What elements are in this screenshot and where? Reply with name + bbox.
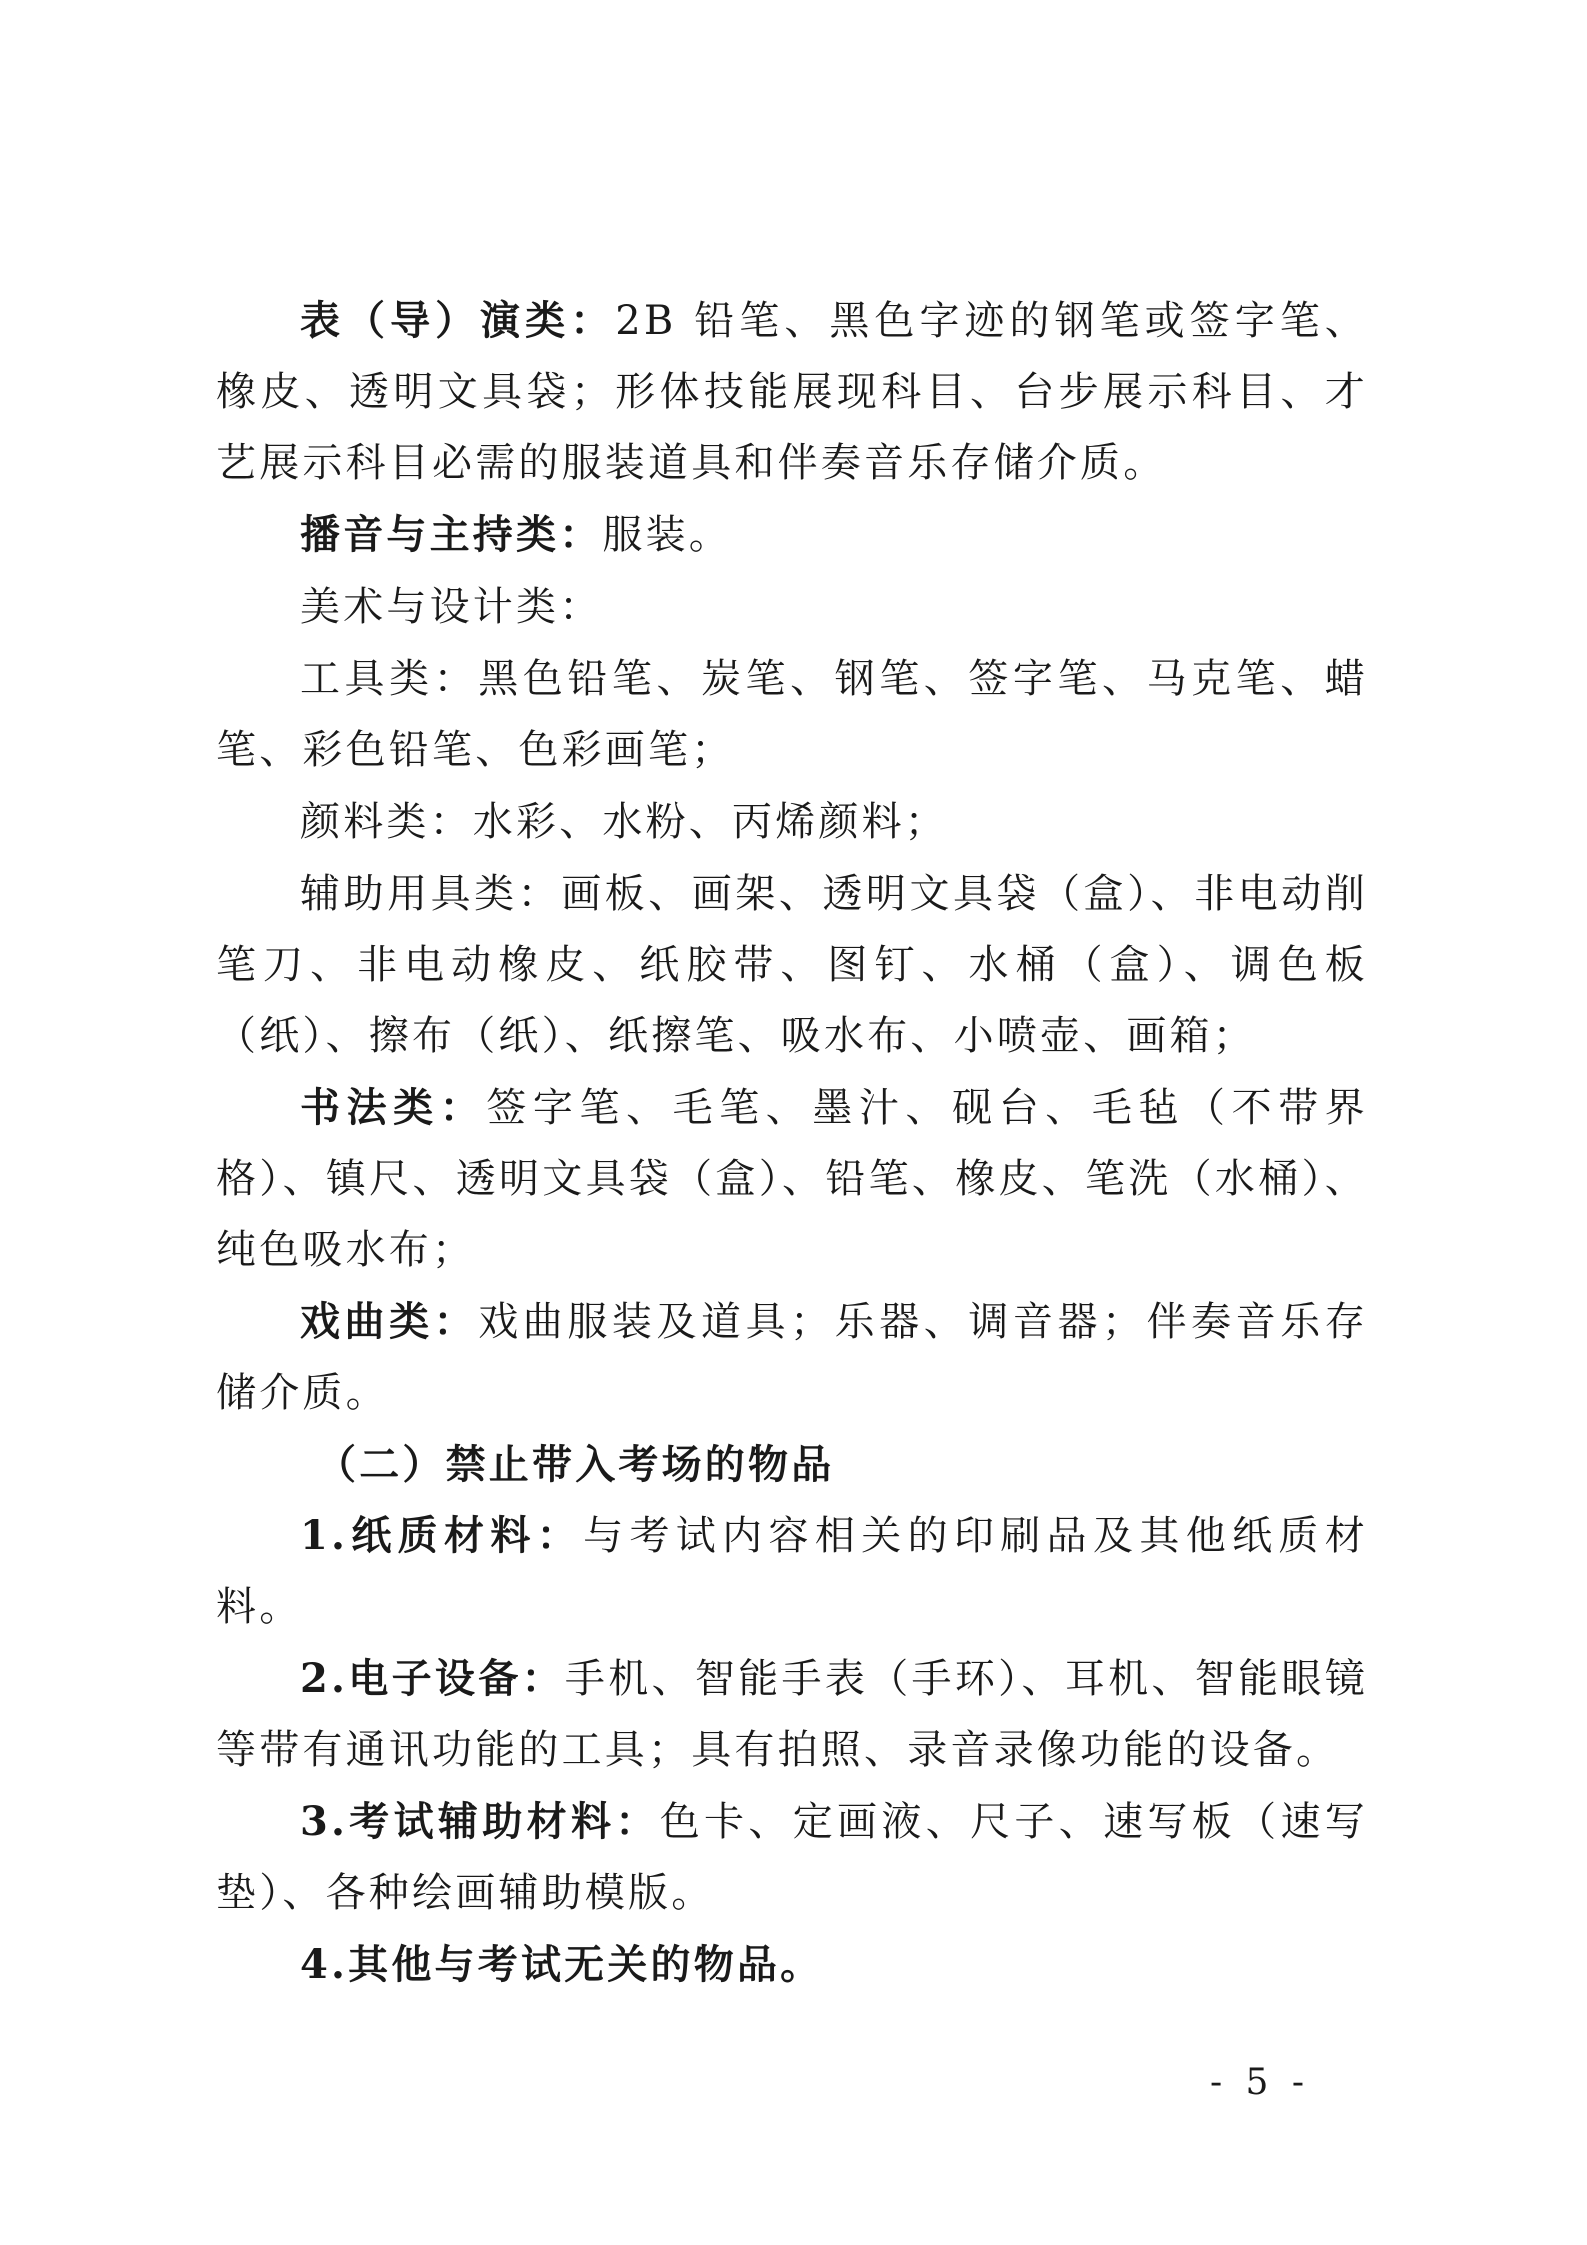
paragraph-text: 美术与设计类： <box>300 584 603 630</box>
paragraph-tools <box>216 643 1368 786</box>
paragraph-broadcasting <box>216 499 1368 571</box>
item-lead: 4.其他与考试无关的物品。 <box>300 1941 824 1988</box>
paragraph-lead: 戏曲类： <box>300 1298 479 1345</box>
paragraph-lead: 书法类： <box>300 1084 487 1131</box>
paragraph-text: 辅助用具类：画板、画架、透明文具袋（盒）、非电动削笔刀、非电动橡皮、纸胶带、图钉、水桶（盒）、调色板（纸）、擦布（纸）、纸擦笔、吸水布、小喷壶、画箱； <box>216 871 1368 1059</box>
prohibited-item-aids <box>216 1786 1368 1929</box>
paragraph-opera <box>216 1286 1368 1429</box>
paragraph-performance <box>216 285 1368 499</box>
item-lead: 2.电子设备： <box>300 1655 565 1702</box>
paragraph-text: 颜料类：水彩、水粉、丙烯颜料； <box>300 799 948 845</box>
item-lead: 1.纸质材料： <box>300 1512 584 1559</box>
paragraph-text: 工具类：黑色铅笔、炭笔、钢笔、签字笔、马克笔、蜡笔、彩色铅笔、色彩画笔； <box>216 656 1368 773</box>
paragraph-auxiliary <box>216 858 1368 1072</box>
item-lead: 3.考试辅助材料： <box>300 1798 660 1845</box>
item-text: 手机、智能手表（手环）、耳机、智能眼镜等带有通讯功能的工具；具有拍照、录音录像功能的设备。 <box>216 1656 1368 1773</box>
prohibited-item-other <box>216 1929 1368 2001</box>
paragraph-calligraphy <box>216 1072 1368 1286</box>
item-text: 色卡、定画液、尺子、速写板（速写垫）、各种绘画辅助模版。 <box>216 1799 1368 1916</box>
page-number: - 5 - <box>1209 2062 1311 2103</box>
paragraph-paints <box>216 786 1368 858</box>
paragraph-text: 服装。 <box>602 512 733 558</box>
prohibited-item-electronics <box>216 1643 1368 1786</box>
paragraph-lead: 播音与主持类： <box>300 511 603 558</box>
paragraph-text: 签字笔、毛笔、墨汁、砚台、毛毡（不带界格）、镇尺、透明文具袋（盒）、铅笔、橡皮、笔洗（水桶）、纯色吸水布； <box>216 1085 1368 1273</box>
paragraph-art-design <box>216 571 1368 643</box>
paragraph-text: 2B 铅笔、黑色字迹的钢笔或签字笔、橡皮、透明文具袋；形体技能展现科目、台步展示科目、才艺展示科目必需的服装道具和伴奏音乐存储介质。 <box>216 298 1368 486</box>
document-body <box>216 285 1368 2001</box>
paragraph-text: 戏曲服装及道具；乐器、调音器；伴奏音乐存储介质。 <box>216 1299 1368 1416</box>
section-heading: （二）禁止带入考场的物品 <box>316 1441 835 1488</box>
paragraph-lead: 表（导）演类： <box>300 297 616 344</box>
item-text: 与考试内容相关的印刷品及其他纸质材料。 <box>216 1513 1368 1630</box>
prohibited-item-paper <box>216 1500 1368 1643</box>
